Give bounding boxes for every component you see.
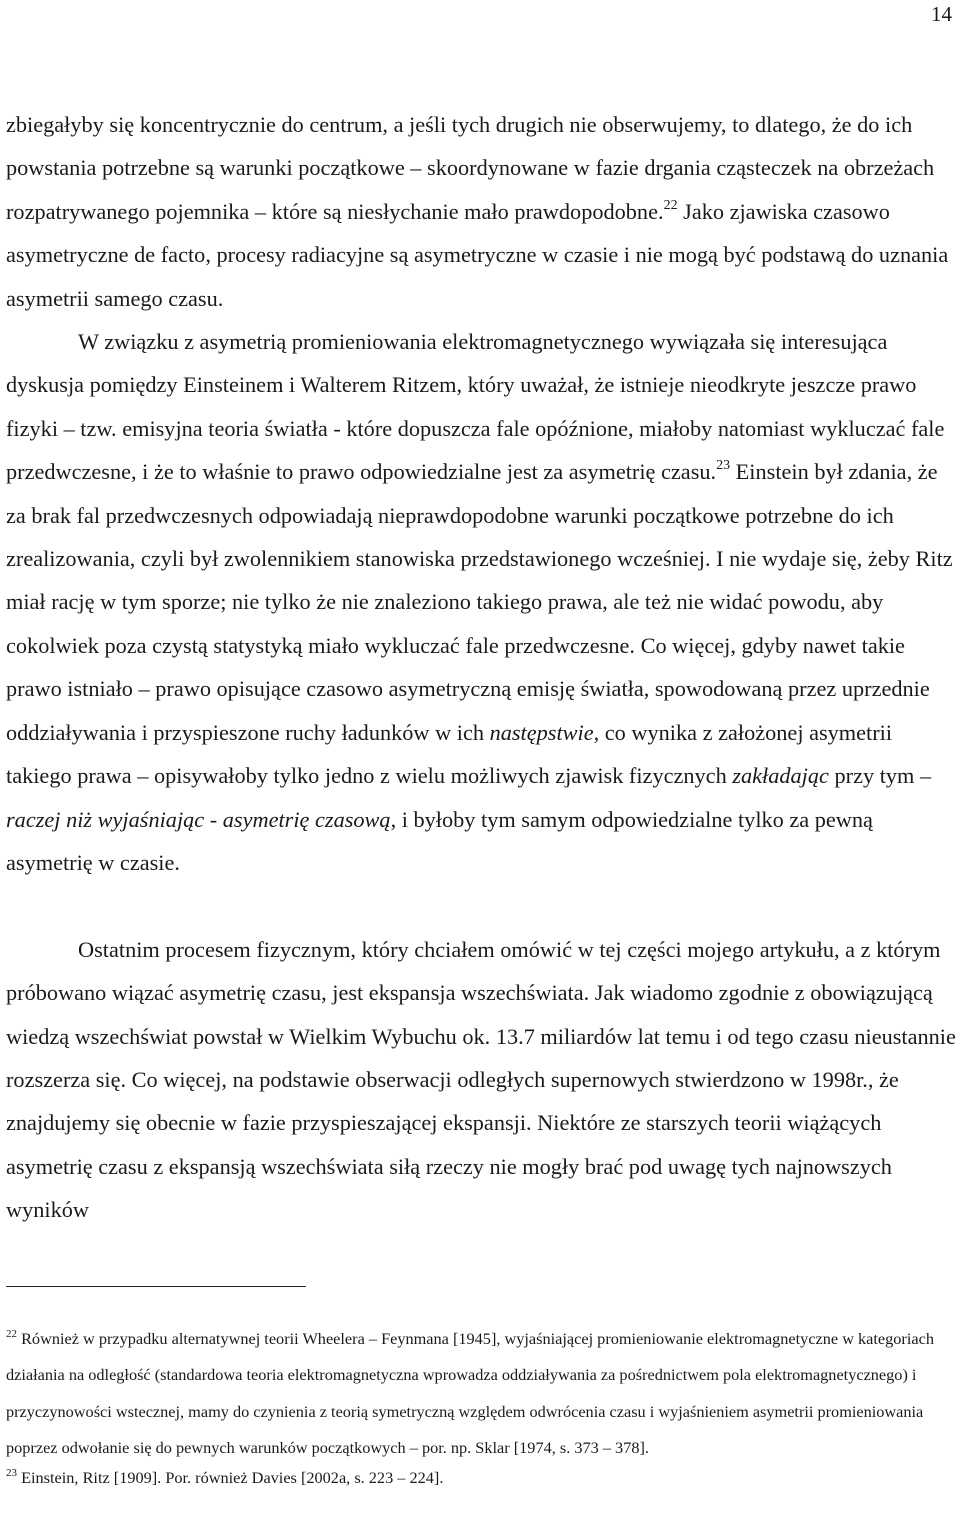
footnote-ref-23[interactable]: 23	[716, 458, 731, 474]
footnote-23-text: Einstein, Ritz [1909]. Por. również Davies [2002a, s. 223 – 224].	[17, 1468, 444, 1488]
page-number: 14	[931, 2, 952, 26]
paragraph-1-text-a: zbiegałyby się koncentrycznie do centrum, a jeśli tych drugich nie obserwujemy, to dlatego, że do ich powstania potrzebne są warunki początkowe – skoordynowane w fazie drgania cząsteczek na obrzeżach rozpatrywanego pojemnika – które są niesłychanie mało prawdopodobne.	[6, 112, 935, 224]
footnotes	[6, 1321, 956, 1496]
paragraph-2-italic-c: raczej niż wyjaśniając - asymetrię czasową	[6, 806, 391, 832]
footnote-22-number: 22	[6, 1328, 17, 1340]
footnote-separator	[6, 1286, 306, 1287]
body-text	[6, 103, 956, 1232]
footnote-23-number: 23	[6, 1467, 17, 1480]
paragraph-2-italic-b: zakładając	[732, 763, 829, 789]
footnote-22	[6, 1321, 956, 1466]
paragraph-2-italic-a: następstwie	[489, 719, 594, 745]
paragraph-2	[6, 320, 956, 884]
paragraph-2-text-e: , i byłoby tym samym odpowiedzialne tylko za pewną asymetrię w czasie.	[6, 806, 873, 875]
paragraph-3: Ostatnim procesem fizycznym, który chciałem omówić w tej części mojego artykułu, a z którym próbowano wiązać asymetrię czasu, jest ekspansja wszechświata. Jak wiadomo zgodnie z obowiązującą wiedzą wszechświat powstał w Wielkim Wybuchu ok. 13.7 miliardów lat temu i od tego czasu nieustannie rozszerza się. Co więcej, na podstawie obserwacji odległych supernowych stwierdzono w 1998r., że znajdujemy się obecnie w fazie przyspieszającej ekspansji. Niektóre ze starszych teorii wiążących asymetrię czasu z ekspansją wszechświata siłą rzeczy nie mogły brać pod uwagę tych najnowszych wyników	[6, 936, 956, 1223]
paragraph-2-text-d: przy tym –	[828, 763, 932, 789]
paragraph-2-text-c: , co wynika z założonej asymetrii takiego prawa – opisywałoby tylko jedno z wielu możliwych zjawisk fizycznych	[6, 719, 893, 789]
footnote-ref-22[interactable]: 22	[663, 197, 678, 213]
paragraph-1	[6, 103, 956, 320]
paragraph-2-text-b: Einstein był zdania, że za brak fal przedwczesnych odpowiadają nieprawdopodobne warunki początkowe potrzebne do ich zrealizowania, czyli był zwolennikiem stanowiska przedstawionego wcześniej. I nie wydaje się, żeby Ritz miał rację w tym sporze; nie tylko że nie znaleziono takiego prawa, ale też nie widać powodu, aby cokolwiek poza czystą statystyką miało wykluczać fale przedwczesne. Co więcej, gdyby nawet takie prawo istniało – prawo opisujące czasowo asymetryczną emisję światła, spowodowaną przez uprzednie oddziaływania i przyspieszone ruchy ładunków w ich	[6, 459, 953, 745]
paragraph-1-text-b: Jako zjawiska czasowo asymetryczne de facto, procesy radiacyjne są asymetryczne w czasie i nie mogą być podstawą do uznania asymetrii samego czasu.	[6, 198, 949, 311]
paragraph-2-text-a: W związku z asymetrią promieniowania elektromagnetycznego wywiązała się interesująca dyskusja pomiędzy Einsteinem i Walterem Ritzem, który uważał, że istnieje nieodkryte jeszcze prawo fizyki – tzw. emisyjna teoria światła - które dopuszcza fale opóźnione, miałoby natomiast wykluczać fale przedwczesne, i że to właśnie to prawo odpowiedzialne jest za asymetrię czasu.	[6, 329, 945, 485]
footnote-22-text: Również w przypadku alternatywnej teorii Wheelera – Feynmana [1945], wyjaśniającej promieniowanie elektromagnetyczne w kategoriach działania na odległość (standardowa teoria elektromagnetyczna wprowadza oddziaływania za pośrednictwem pola elektromagnetycznego) i przyczynowości wstecznej, mamy do czynienia z teorią symetryczną względem odwrócenia czasu i wyjaśnieniem asymetrii promieniowania poprzez odwołanie się do pewnych warunków początkowych – por. np. Sklar [1974, s. 373 – 378].	[6, 1329, 934, 1457]
